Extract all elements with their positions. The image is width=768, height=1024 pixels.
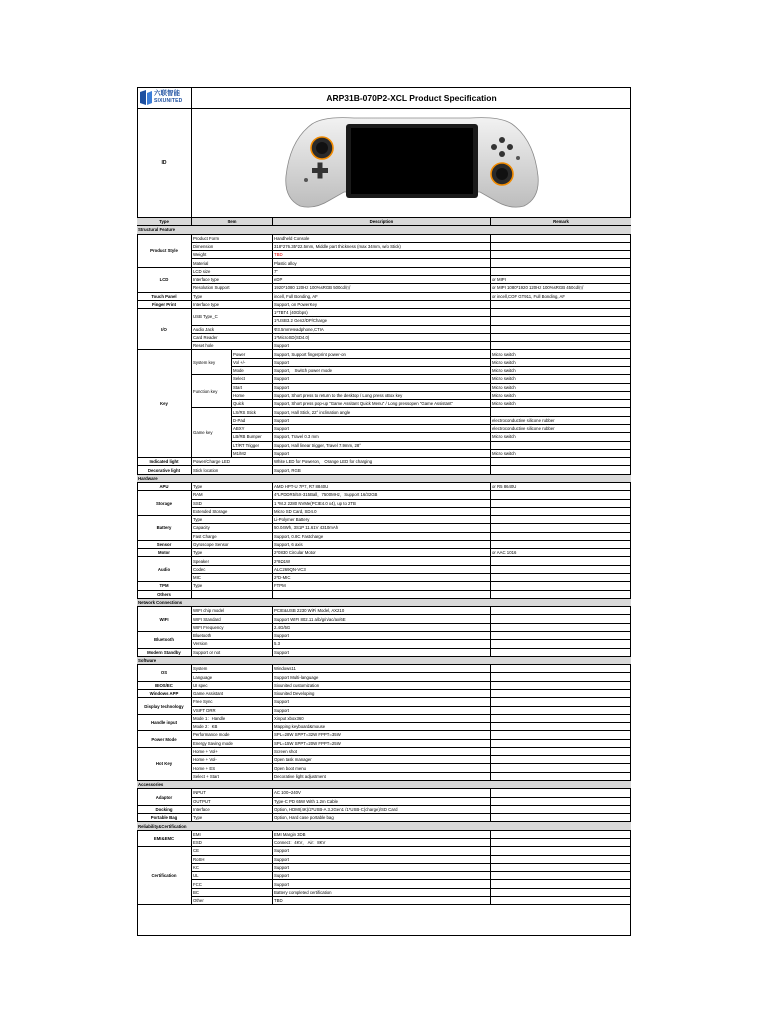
company-logo [137, 87, 192, 109]
row-item: Bluetooth [192, 632, 273, 640]
row-description: Type-C PD 65W With 1.2m Cable [273, 798, 491, 806]
row-remark: or MIPI 1080*1920 120Hz 100%sRGB 450cd/㎡ [491, 284, 631, 292]
row-description: Option, HDMI(4K)/2*USB-A 3.2Gen1 /1*USB-C(charge)/SD Card [273, 806, 491, 814]
type-bluetooth: Bluetooth [137, 632, 192, 649]
row-item: RoSH [192, 856, 273, 864]
row-remark [491, 516, 631, 524]
row-remark [491, 649, 631, 657]
row-item: Mode [232, 367, 273, 375]
row-description: 2*8Ω1W [273, 557, 491, 565]
row-item: Select + Start [192, 773, 273, 781]
row-item: EMI [192, 831, 273, 839]
row-description: 1 *M.2 2280 NVMe(PCIE4.0 x4), up to 2TB [273, 500, 491, 508]
type-lcd: LCD [137, 268, 192, 293]
row-description: SPL=28W SPPT=32W FPPT=35W [273, 731, 491, 739]
row-remark [491, 259, 631, 267]
id-label: ID [137, 109, 192, 218]
row-description: EMI Margin 3DB [273, 831, 491, 839]
row-remark: Micro switch [491, 392, 631, 400]
row-remark: or incell,COF GT911, Full Bonding, AF [491, 293, 631, 301]
row-description: 7" [273, 268, 491, 276]
row-item: Version [192, 640, 273, 648]
subgroup-function_key: Function key [192, 375, 232, 408]
row-description: Support WIFI 802.11 a/b/g/n/ac/ax/6E [273, 615, 491, 623]
row-description [273, 591, 491, 599]
type-handle_input: Handle input [137, 715, 192, 732]
row-remark [491, 773, 631, 781]
row-item: Type [192, 516, 273, 524]
row-description: 1*USB3.2 Gen2/DP/Charge [273, 317, 491, 325]
row-description: Mapping keyboard&mouse [273, 723, 491, 731]
row-remark [491, 690, 631, 698]
row-remark [491, 682, 631, 690]
type-modern_standby: Modern Standby [137, 649, 192, 657]
type-os: OS [137, 665, 192, 682]
row-description: 4*LPDDR5/5X-315Ball，7500MHz，Support 16/32GB [273, 491, 491, 499]
row-item: Interface type [192, 301, 273, 309]
row-item: Gyroscope Sensor [192, 541, 273, 549]
row-item: LS/RS Stick [232, 408, 273, 416]
row-item: CE [192, 847, 273, 855]
row-description: Support [273, 707, 491, 715]
row-remark [491, 500, 631, 508]
row-remark [491, 458, 631, 466]
row-description: Support [273, 359, 491, 367]
row-remark [491, 524, 631, 532]
row-item: Power/Charge LED [192, 458, 273, 466]
type-battery: Battery [137, 516, 192, 541]
row-description: Support [273, 880, 491, 888]
section-title: Structural Feature [137, 226, 631, 234]
device-image [192, 109, 631, 218]
row-item: Capacity [192, 524, 273, 532]
row-description: Support [273, 342, 491, 350]
row-description: Support, Travel 0.3 mm [273, 433, 491, 441]
type-hot_key: Hot Key [137, 748, 192, 781]
row-description: AC 100~240V [273, 789, 491, 797]
subgroup-system_key: System key [192, 350, 232, 375]
row-remark [491, 889, 631, 897]
row-item: Codec [192, 566, 273, 574]
row-remark [491, 251, 631, 259]
row-remark [491, 615, 631, 623]
row-item: Type [192, 582, 273, 590]
row-remark [491, 740, 631, 748]
row-remark [491, 607, 631, 615]
row-item: Home + ES [192, 764, 273, 772]
row-remark: Micro switch [491, 400, 631, 408]
row-item: Quick [232, 400, 273, 408]
row-description: Plastic alloy [273, 259, 491, 267]
type-audio: Audio [137, 557, 192, 582]
section-title: Network Connections [137, 599, 631, 607]
row-remark [491, 533, 631, 541]
row-description: Decorative light adjustment [273, 773, 491, 781]
type-indicated_light: Indicated light [137, 458, 192, 466]
row-item: Interface type [192, 276, 273, 284]
row-description: Support, Hall Stick, 22° inclination angle [273, 408, 491, 416]
row-item: Home + Vol- [192, 756, 273, 764]
row-description: Support, 6 axis [273, 541, 491, 549]
row-item: UI spec [192, 682, 273, 690]
row-description: Support [273, 425, 491, 433]
row-remark [491, 748, 631, 756]
row-item: Home + Vol+ [192, 748, 273, 756]
row-remark [491, 864, 631, 872]
type-tpm: TPM [137, 582, 192, 590]
row-description: 5.3 [273, 640, 491, 648]
row-item: WIFI Standard [192, 615, 273, 623]
row-item: Resolution Support [192, 284, 273, 292]
section-title: Accessories [137, 781, 631, 789]
row-description: Support [273, 847, 491, 855]
row-description: Windows11 [273, 665, 491, 673]
type-product_style: Product Style [137, 235, 192, 268]
row-item: SSD [192, 500, 273, 508]
row-description: Support [273, 872, 491, 880]
type-display_tech: Display technology [137, 698, 192, 715]
row-remark [491, 541, 631, 549]
row-item: D-Pad [232, 417, 273, 425]
row-description: Sixunited customization [273, 682, 491, 690]
type-motor: Motor [137, 549, 192, 557]
row-description: Support [273, 375, 491, 383]
row-remark: or MIPI [491, 276, 631, 284]
row-remark [491, 640, 631, 648]
type-portable_bag: Portable Bag [137, 814, 192, 822]
row-item: Type [192, 549, 273, 557]
row-item [192, 591, 273, 599]
row-description: Screen shot [273, 748, 491, 756]
row-description: AMD HPT-U 7P7, R7 8840U [273, 483, 491, 491]
row-item: Mode 1：Handle [192, 715, 273, 723]
row-item: UL [192, 872, 273, 880]
row-remark [491, 707, 631, 715]
row-remark [491, 831, 631, 839]
row-description: 318*276.35*22.5mm, Middle part thickness (max 34mm, w/o Stick) [273, 243, 491, 251]
row-remark [491, 235, 631, 243]
row-item: USB Type_C [192, 309, 273, 326]
header-description: Description [273, 218, 491, 226]
type-sensor: Sensor [137, 541, 192, 549]
row-description: Support, Short press to return to the desktop / Long press xBox key [273, 392, 491, 400]
row-description: 2*D-MIC [273, 574, 491, 582]
row-description: Support [273, 417, 491, 425]
row-item: ESD [192, 839, 273, 847]
type-decorative_light: Decorative light [137, 466, 192, 474]
type-key: Key [137, 350, 192, 458]
row-remark [491, 756, 631, 764]
row-description: 1*MicroSD(SD4.0) [273, 334, 491, 342]
handheld-console-illustration [284, 114, 540, 210]
row-remark [491, 872, 631, 880]
type-emi: EMI&EMC [137, 831, 192, 848]
row-item: WIFI chip model [192, 607, 273, 615]
row-remark [491, 582, 631, 590]
row-remark: Micro switch [491, 367, 631, 375]
row-description: Micro SD Card, SD4.0 [273, 508, 491, 516]
row-item: Free Sync [192, 698, 273, 706]
row-remark: electroconductive silicone rubber [491, 425, 631, 433]
row-description: SPL=15W SPPT=20W FPPT=25W [273, 740, 491, 748]
row-description: ALC269QN-VC3 [273, 566, 491, 574]
row-item: Product Form [192, 235, 273, 243]
header-type: Type [137, 218, 192, 226]
row-description: Open boot menu [273, 764, 491, 772]
type-others: Others [137, 591, 192, 599]
type-io: I/O [137, 309, 192, 350]
row-item: Performance mode [192, 731, 273, 739]
row-item: KC [192, 864, 273, 872]
row-item: Reset hole [192, 342, 273, 350]
row-description: Support [273, 384, 491, 392]
row-remark [491, 624, 631, 632]
row-description: Support, RGB [273, 466, 491, 474]
row-description: Support, Short press pop-up "Game Assitant Quick Menu" / Long pressopen "Game Assistant" [273, 400, 491, 408]
row-item: MIC [192, 574, 273, 582]
row-remark [491, 715, 631, 723]
row-item: Speaker [192, 557, 273, 565]
type-storage: Storage [137, 491, 192, 516]
row-description: Support [273, 698, 491, 706]
row-description: Φ3.5mmHeadphone,CTIA [273, 326, 491, 334]
row-item: Select [232, 375, 273, 383]
logo-mark-icon [140, 90, 152, 105]
type-touch_panel: Touch Panel [137, 293, 192, 301]
row-remark [491, 574, 631, 582]
row-remark: or R5 8640U [491, 483, 631, 491]
row-description: Sixunited Developing [273, 690, 491, 698]
row-remark [491, 442, 631, 450]
row-item: LT/RT Trigger [232, 442, 273, 450]
row-description: Handheld Console [273, 235, 491, 243]
row-description: Support [273, 856, 491, 864]
row-item: RAM [192, 491, 273, 499]
row-remark [491, 508, 631, 516]
row-remark [491, 632, 631, 640]
row-remark [491, 665, 631, 673]
row-remark [491, 268, 631, 276]
row-remark [491, 243, 631, 251]
row-description: TBD [273, 251, 491, 259]
row-description: Support [273, 632, 491, 640]
type-adaptor: Adaptor [137, 789, 192, 806]
row-description: incell, Full Bonding, AF [273, 293, 491, 301]
row-item: Card Reader [192, 334, 273, 342]
row-remark: Micro switch [491, 450, 631, 458]
header-item: Item [192, 218, 273, 226]
row-remark [491, 839, 631, 847]
row-item: Language [192, 673, 273, 681]
row-item: Type [192, 293, 273, 301]
row-remark: Micro switch [491, 433, 631, 441]
row-remark [491, 591, 631, 599]
type-apu: APU [137, 483, 192, 491]
row-item: Vol +/- [232, 359, 273, 367]
row-description: 1920*1080 120Hz 100%sRGB 500cd/㎡ [273, 284, 491, 292]
row-remark [491, 309, 631, 317]
row-remark [491, 856, 631, 864]
row-item: Power [232, 350, 273, 358]
row-item: Stick location [192, 466, 273, 474]
logo-cn-text: 六联智能 [154, 90, 180, 97]
document-title: ARP31B-070P2-XCL Product Specification [192, 87, 631, 109]
row-description: 2.4G/5G [273, 624, 491, 632]
row-item: Extended Storage [192, 508, 273, 516]
row-remark: Micro switch [491, 384, 631, 392]
row-item: Game Assistant [192, 690, 273, 698]
row-item: Start [232, 384, 273, 392]
row-description: Support [273, 450, 491, 458]
row-remark [491, 408, 631, 416]
type-windows_app: Windows APP [137, 690, 192, 698]
row-item: Energy Saving mode [192, 740, 273, 748]
row-item: Audio Jack [192, 326, 273, 334]
row-description: TBD [273, 897, 491, 905]
row-remark [491, 731, 631, 739]
row-description: FTPM [273, 582, 491, 590]
row-description: 1*TBT4 (40Gbps) [273, 309, 491, 317]
row-item: Fast Charge [192, 533, 273, 541]
row-item: OUTPUT [192, 798, 273, 806]
row-description: Battery completed certification [273, 889, 491, 897]
row-remark [491, 798, 631, 806]
row-remark: Micro switch [491, 375, 631, 383]
row-item: Type [192, 814, 273, 822]
row-item: Dimension [192, 243, 273, 251]
row-remark [491, 326, 631, 334]
row-remark [491, 301, 631, 309]
row-description: Support [273, 864, 491, 872]
row-remark [491, 847, 631, 855]
row-remark [491, 466, 631, 474]
row-description: White LED for Poweron， Orange LED for charging [273, 458, 491, 466]
row-description: 2*0830 Circular Motor [273, 549, 491, 557]
row-item: Home [232, 392, 273, 400]
row-remark: or AAC 1016 [491, 549, 631, 557]
row-remark [491, 566, 631, 574]
row-item: Support or not [192, 649, 273, 657]
row-remark [491, 897, 631, 905]
row-item: System [192, 665, 273, 673]
row-remark [491, 880, 631, 888]
row-item: Weight [192, 251, 273, 259]
row-item: BC [192, 889, 273, 897]
row-description: Open task manager [273, 756, 491, 764]
row-description: Xinput xbox360 [273, 715, 491, 723]
row-item: M1/M2 [232, 450, 273, 458]
header-remark: Remark [491, 218, 631, 226]
row-item: ABXY [232, 425, 273, 433]
row-item: Material [192, 259, 273, 267]
row-remark [491, 806, 631, 814]
type-wifi: WIFI [137, 607, 192, 632]
row-description: Support [273, 649, 491, 657]
row-description: Support Multi-language [273, 673, 491, 681]
type-power_mode: Power Mode [137, 731, 192, 748]
row-item: LB/RB Bumper [232, 433, 273, 441]
subgroup-game_key: Game key [192, 408, 232, 458]
logo-en-text: SIXUNITED [154, 98, 183, 104]
row-description: Support, Hall linear trigger, Travel 7.9mm, 28° [273, 442, 491, 450]
type-certification: Certification [137, 847, 192, 905]
type-docking: Docking [137, 806, 192, 814]
row-item: LCD size [192, 268, 273, 276]
row-item: VSIFT DRR [192, 707, 273, 715]
section-title: Hardware [137, 475, 631, 483]
row-description: 50.04Wh, 3S1P 11.61V 4310mAh [273, 524, 491, 532]
row-remark [491, 673, 631, 681]
row-remark [491, 764, 631, 772]
row-remark: Micro switch [491, 359, 631, 367]
row-item: INPUT [192, 789, 273, 797]
row-description: Option, Hard case portable bag [273, 814, 491, 822]
row-description: Support, 0.8C Fastcharge [273, 533, 491, 541]
section-title: Reliability&Certification [137, 822, 631, 830]
row-remark [491, 814, 631, 822]
row-description: Li-Polymer Battery [273, 516, 491, 524]
row-remark [491, 698, 631, 706]
row-remark [491, 491, 631, 499]
row-remark [491, 557, 631, 565]
row-description: Support， Switch power mode [273, 367, 491, 375]
row-item: WIFI Frequency [192, 624, 273, 632]
row-description: Support, Support fingerprint power-on [273, 350, 491, 358]
row-remark [491, 342, 631, 350]
row-remark: electroconductive silicone rubber [491, 417, 631, 425]
row-remark [491, 334, 631, 342]
row-item: Mode 2：KB [192, 723, 273, 731]
row-item: Interface [192, 806, 273, 814]
row-description: Support, on PowerKey [273, 301, 491, 309]
row-remark: Micro switch [491, 350, 631, 358]
row-remark [491, 789, 631, 797]
section-title: Software [137, 657, 631, 665]
row-description: eDP [273, 276, 491, 284]
row-item: Other [192, 897, 273, 905]
row-item: Type [192, 483, 273, 491]
row-remark [491, 317, 631, 325]
type-finger_print: Finger Print [137, 301, 192, 309]
type-bios: BIOS/EC [137, 682, 192, 690]
row-description: PCIE&USB 2230 WiFi Model, AX210 [273, 607, 491, 615]
row-remark [491, 723, 631, 731]
row-description: Connect：4KV， Air：8KV [273, 839, 491, 847]
row-item: FCC [192, 880, 273, 888]
